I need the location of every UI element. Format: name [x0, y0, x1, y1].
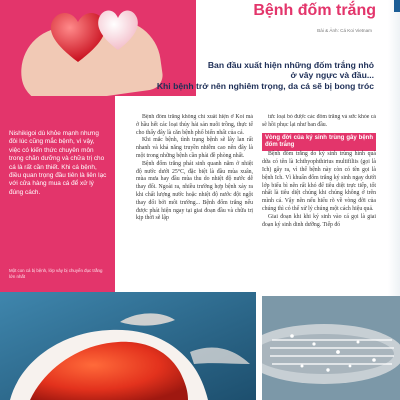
- column-1-paragraph-2: Khi mắc bệnh, tình trạng bệnh sẽ lây lan rất nhanh và khả năng truyền nhiễm cao nên đây là một trong những bệnh cần phải đề phòng nhất.: [136, 137, 253, 159]
- deck-line-1: Ban đầu xuất hiện những đốm trắng nhỏ: [207, 60, 374, 70]
- article-title: Bệnh đốm trắng: [253, 2, 376, 19]
- article-column-2: [262, 114, 376, 296]
- koi-fish-illustration: [0, 292, 256, 400]
- koi-photo-right: [262, 296, 400, 400]
- ich-spots-closeup: [262, 296, 400, 400]
- sidebar-caption: Một con cá bị bệnh, lớp vảy bị chuyển đục trắng lớn nhất: [9, 268, 103, 279]
- article-column-1: [136, 114, 253, 296]
- article-byline: Bài & Ảnh: Cá Koi Vietnam: [317, 28, 372, 33]
- deck-line-2: ở vây ngực và đầu...: [290, 70, 374, 81]
- column-1-paragraph-1: Bệnh đốm trắng không chỉ xuất hiện ở Koi mà ở hầu hết các loại thủy hải sản nuôi trồng, thực tế cho thấy đây là căn bệnh phổ biến nhất của cá.: [136, 114, 253, 136]
- white-heart-icon: [96, 8, 140, 52]
- column-2-paragraph-1: tức loại bỏ được các đốm trắng và sức khỏe cá sẽ hồi phục lại như ban đầu.: [262, 114, 376, 128]
- article-deck: [136, 60, 374, 91]
- deck-line-3: Khi bệnh trở nên nghiêm trọng, da cá sẽ bị bong tróc: [156, 80, 374, 91]
- section-subhead: Vòng đời của ký sinh trùng gây bệnh đốm trắng: [262, 133, 376, 152]
- sidebar-intro-text: Nishikigoi dù khỏe mạnh nhưng đôi lúc cũng mắc bệnh, vì vậy, việc có kiến thức chuyên môn trong chăn dưỡng và chữa trị cho cá là rất cần thiết. Khi cá bệnh, điều quan trọng đầu tiên là liên lạc với cửa hàng mua cá để xử lý đúng cách.: [9, 130, 107, 196]
- koi-photo-left: [0, 292, 256, 400]
- column-2-paragraph-2: Bệnh đốm trắng do ký sinh trùng hình quả dứa có tên là Ichthyophthirius multifiliis (gọi là Ich) gây ra, vì thế bệnh này còn có tên gọi là bệnh Ich. Vì khuẩn đốm trắng ký sinh ngay dưới lớp biểu bì nên rất khó để tiêu diệt trực tiếp, tốt nhất là tiêu diệt chúng khi chúng không ở trên mình cá. Vậy nên nếu hiểu rõ về vòng đời của chúng thì có thể xử lý chúng một cách hiệu quả.: [262, 151, 376, 212]
- column-1-paragraph-3: Bệnh đốm trắng phát sinh quanh năm ở nhiệt độ nước dưới 25°C, đặc biệt là đầu mùa xuân, mùa mưa hay đầu mùa thu do nhiệt độ nước dễ thay đổi. Ngoài ra, nhiều trường hợp bệnh xảy ra khi chất lượng nước hoặc nhiệt độ nước đột ngột thay đổi bởi môi trường... Bệnh đốm trắng nếu được phát hiện ngay tại giai đoạn đầu và chữa trị kịp thời sẽ lập: [136, 160, 253, 222]
- column-2-paragraph-3: Giai đoạn khi khi ký sinh vào cá gọi là giai đoạn ký sinh dinh dưỡng. Tiếp đó: [262, 213, 376, 228]
